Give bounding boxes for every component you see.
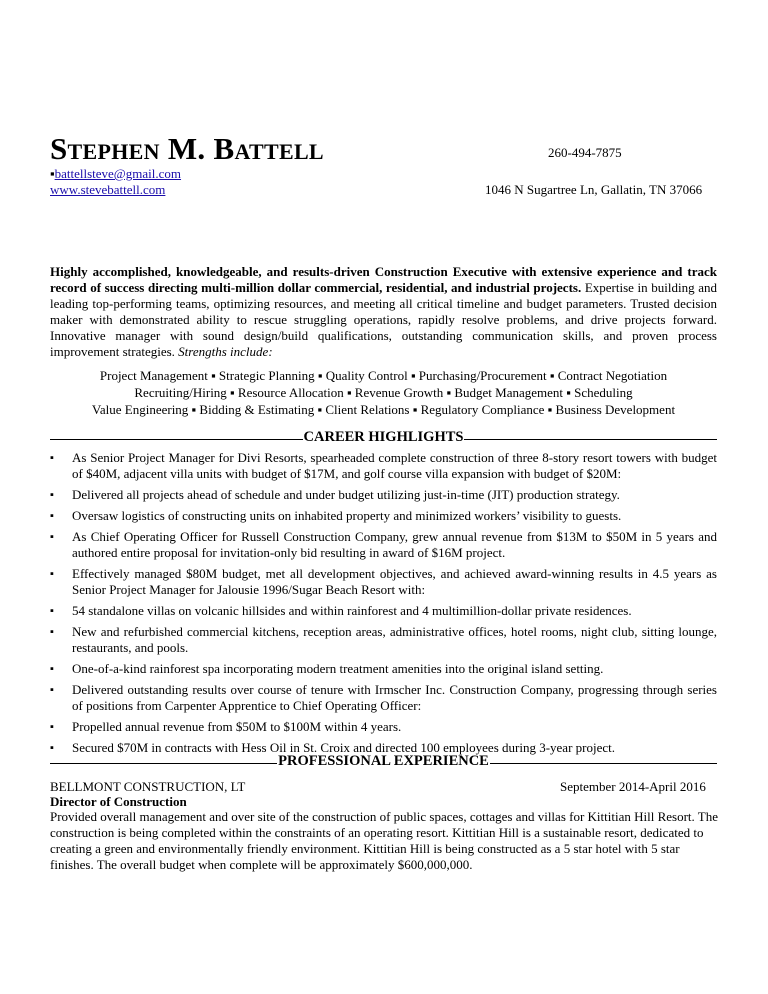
bullet-icon: ▪ bbox=[50, 510, 54, 522]
career-highlights-list bbox=[50, 450, 717, 761]
job-dates: September 2014-April 2016 bbox=[560, 779, 706, 794]
professional-summary bbox=[50, 264, 717, 361]
bullet-icon: ▪ bbox=[50, 489, 54, 501]
heading-rule-left bbox=[50, 763, 277, 764]
career-highlights-title: CAREER HIGHLIGHTS bbox=[303, 428, 464, 445]
summary-bold: Highly accomplished, knowledgeable, and results-driven Construction Executive with extensive experience and track record of success directing multi-million dollar commercial, residential, and industrial projects. bbox=[50, 264, 717, 296]
skills-line-2: Recruiting/Hiring ▪ Resource Allocation ▪ Revenue Growth ▪ Budget Management ▪ Scheduling bbox=[134, 385, 633, 400]
list-item: ▪ Secured $70M in contracts with Hess Oil in St. Croix and directed 100 employees during 3-year project. bbox=[50, 740, 615, 755]
bullet-icon: ▪ bbox=[50, 605, 54, 617]
job-description: Provided overall management and over site of the construction of public spaces, cottages and villas for Kittitian Hill Resort. The construction is being completed within the constraints of an operating resort. Kittitian Hill is a sustainable resort, dedicated to creating a green and environmentally friendly environment. Kittitian Hill is being constructed as a 5 star hotel with 5 star finishes. The overall budget when complete will be approximately $600,000,000. bbox=[50, 809, 719, 872]
skills-block bbox=[50, 367, 717, 418]
heading-rule-right bbox=[490, 763, 717, 764]
list-item: ▪ New and refurbished commercial kitchens, reception areas, administrative offices, hotel rooms, night club, sitting lounge, restaurants, and pools. bbox=[50, 624, 717, 655]
bullet-icon: ▪ bbox=[50, 626, 54, 638]
career-highlights-heading bbox=[50, 428, 717, 446]
bullet-icon: ▪ bbox=[50, 568, 54, 580]
bullet-icon: ▪ bbox=[50, 531, 54, 543]
list-item: ▪ Effectively managed $80M budget, met all development objectives, and achieved award-winning results in 4.5 years as Senior Project Manager for Jalousie 1996/Sugar Beach Resort with: bbox=[50, 566, 717, 597]
skills-line-3: Value Engineering ▪ Bidding & Estimating ▪ Client Relations ▪ Regulatory Compliance ▪ Business Development bbox=[91, 402, 676, 417]
phone-number: 260-494-7875 bbox=[548, 145, 622, 160]
mailing-address: 1046 N Sugartree Ln, Gallatin, TN 37066 bbox=[485, 182, 703, 197]
job-title: Director of Construction bbox=[50, 794, 187, 809]
bullet-icon: ▪ bbox=[50, 663, 54, 675]
list-item: ▪ Oversaw logistics of constructing units on inhabited property and minimized workers’ visibility to guests. bbox=[50, 508, 622, 523]
job-company: BELLMONT CONSTRUCTION, LT bbox=[50, 779, 246, 794]
list-item: ▪ One-of-a-kind rainforest spa incorporating modern treatment amenities into the original island setting. bbox=[50, 661, 604, 676]
heading-rule-left bbox=[50, 439, 303, 440]
bullet-icon: ▪ bbox=[50, 742, 54, 754]
bullet-icon: ▪ bbox=[50, 452, 54, 464]
list-item: ▪ Propelled annual revenue from $50M to $100M within 4 years. bbox=[50, 719, 402, 734]
bullet-icon: ▪ bbox=[50, 684, 54, 696]
list-item: ▪ Delivered outstanding results over course of tenure with Irmscher Inc. Construction Company, progressing through series of positions from Carpenter Apprentice to Chief Operating Officer: bbox=[50, 682, 717, 713]
professional-experience-heading bbox=[50, 752, 717, 770]
list-item: ▪ 54 standalone villas on volcanic hillsides and within rainforest and 4 multimillion-dollar private residences. bbox=[50, 603, 632, 618]
email-link[interactable]: battellsteve@gmail.com bbox=[54, 166, 182, 181]
summary-body: Expertise in building and leading top-performing teams, optimizing resources, and meeting all critical timeline and budget parameters. Trusted decision maker with demonstrated ability to rescue struggling operations, rapidly resolve problems, and drive projects forward. Innovative manager with sound design/build qualifications, outstanding communication skills, and proven process improvement strategies. bbox=[50, 280, 717, 360]
website-line bbox=[50, 182, 165, 198]
summary-italic: Strengths include: bbox=[178, 344, 273, 360]
skills-line-1: Project Management ▪ Strategic Planning ▪ Quality Control ▪ Purchasing/Procurement ▪ Contract Negotiation bbox=[99, 368, 668, 383]
list-item: ▪ Delivered all projects ahead of schedule and under budget utilizing just-in-time (JIT) production strategy. bbox=[50, 487, 620, 502]
professional-experience-title: PROFESSIONAL EXPERIENCE bbox=[278, 752, 489, 769]
list-item: ▪ As Senior Project Manager for Divi Resorts, spearheaded complete construction of three 8-story resort towers with budget of $40M, adjacent villa units with budget of $17M, and golf course villa expansion with budget of $20M: bbox=[50, 450, 717, 481]
candidate-name: Stephen M. Battell bbox=[50, 131, 324, 166]
email-line bbox=[50, 166, 181, 182]
website-link[interactable]: www.stevebattell.com bbox=[50, 182, 166, 197]
list-item: ▪ As Chief Operating Officer for Russell Construction Company, grew annual revenue from $13M to $50M in 5 years and authored entire proposal for invitation-only bid resulting in award of $16M project. bbox=[50, 529, 717, 560]
heading-rule-right bbox=[464, 439, 717, 440]
email-bullet: ▪ bbox=[50, 166, 55, 181]
bullet-icon: ▪ bbox=[50, 721, 54, 733]
